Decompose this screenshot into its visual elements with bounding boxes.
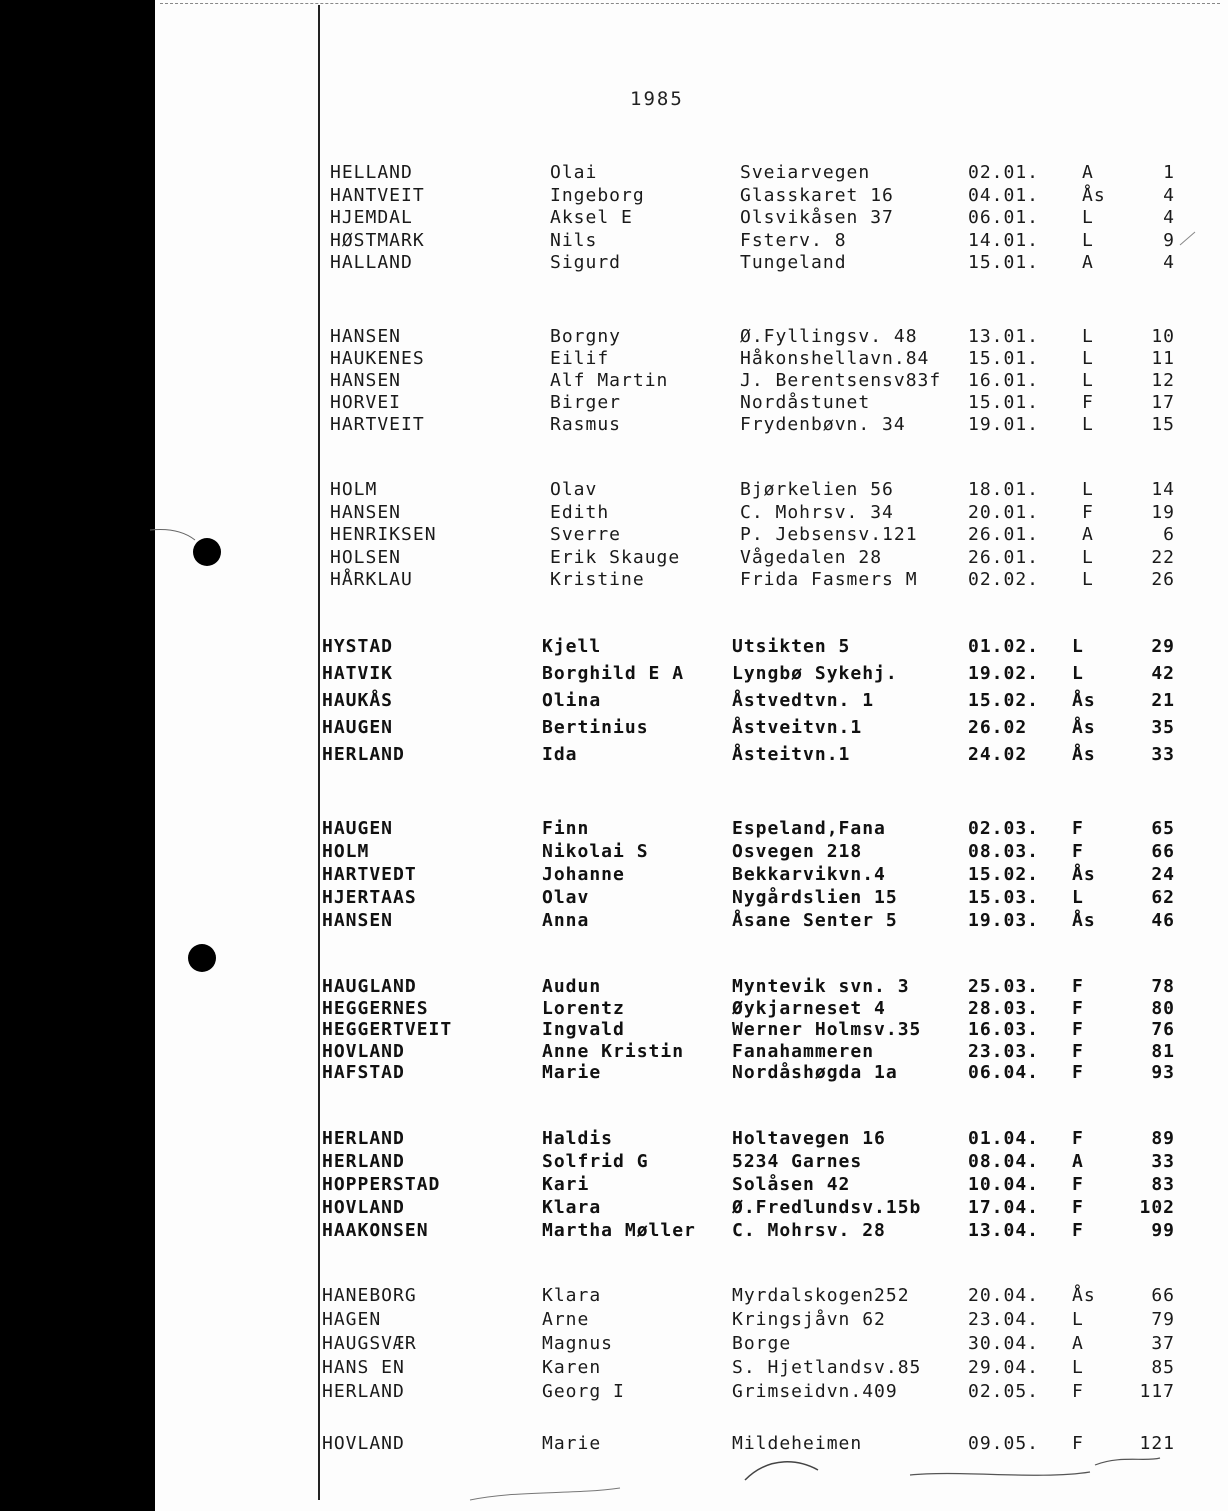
age-cell: 62 <box>1151 887 1175 908</box>
address-cell: Myntevik svn. 3 <box>732 976 910 997</box>
district-code-cell: F <box>1072 1019 1084 1040</box>
address-cell: Fsterv. 8 <box>740 229 847 251</box>
district-code-cell: A <box>1072 1333 1084 1354</box>
surname-cell: HOVLAND <box>322 1197 405 1218</box>
address-cell: Vågedalen 28 <box>740 546 883 568</box>
date-cell: 02.03. <box>968 818 1040 839</box>
first-name-cell: Eilif <box>550 348 610 369</box>
age-cell: 21 <box>1151 690 1175 711</box>
address-cell: Tungeland <box>740 252 847 273</box>
surname-cell: HOVLAND <box>322 1040 405 1062</box>
surname-cell: HOLM <box>330 479 378 500</box>
district-code-cell: F <box>1072 1220 1084 1241</box>
surname-cell: HALLAND <box>330 252 413 273</box>
date-cell: 15.01. <box>968 348 1040 369</box>
district-code-cell: L <box>1072 636 1084 657</box>
first-name-cell: Bertinius <box>542 717 649 738</box>
first-name-cell: Ingeborg <box>550 184 645 206</box>
district-code-cell: A <box>1072 1151 1084 1172</box>
age-cell: 10 <box>1151 326 1175 347</box>
date-cell: 20.04. <box>968 1285 1040 1306</box>
age-cell: 76 <box>1151 1019 1175 1040</box>
address-cell: Lyngbø Sykehj. <box>732 663 898 684</box>
surname-cell: HOVLAND <box>322 1433 405 1454</box>
date-cell: 01.02. <box>968 636 1040 657</box>
age-cell: 66 <box>1151 841 1175 862</box>
address-cell: Fanahammeren <box>732 1040 875 1062</box>
date-cell: 19.01. <box>968 414 1040 435</box>
age-cell: 46 <box>1151 910 1175 931</box>
address-cell: Håkonshellavn.84 <box>740 348 930 369</box>
first-name-cell: Martha Møller <box>542 1220 696 1241</box>
age-cell: 29 <box>1151 636 1175 657</box>
district-code-cell: F <box>1072 818 1084 839</box>
first-name-cell: Rasmus <box>550 414 622 435</box>
first-name-cell: Nils <box>550 229 598 251</box>
surname-cell: HJERTAAS <box>322 887 417 908</box>
first-name-cell: Georg I <box>542 1381 625 1402</box>
date-cell: 15.01. <box>968 392 1040 413</box>
date-cell: 26.01. <box>968 546 1040 568</box>
district-code-cell: A <box>1082 252 1094 273</box>
first-name-cell: Borgny <box>550 326 622 347</box>
surname-cell: HANTVEIT <box>330 184 425 206</box>
age-cell: 19 <box>1151 501 1175 523</box>
date-cell: 14.01. <box>968 229 1040 251</box>
first-name-cell: Anne Kristin <box>542 1040 685 1062</box>
address-cell: Espeland,Fana <box>732 818 886 839</box>
first-name-cell: Solfrid G <box>542 1151 649 1172</box>
first-name-cell: Olina <box>542 690 602 711</box>
surname-cell: HANSEN <box>330 501 402 523</box>
district-code-cell: Ås <box>1072 910 1096 931</box>
first-name-cell: Kari <box>542 1174 590 1195</box>
district-code-cell: A <box>1082 524 1094 545</box>
date-cell: 06.01. <box>968 207 1040 228</box>
date-cell: 30.04. <box>968 1333 1040 1354</box>
address-cell: Nordåshøgda 1a <box>732 1062 898 1083</box>
first-name-cell: Marie <box>542 1062 602 1083</box>
address-cell: Frida Fasmers M <box>740 569 918 590</box>
district-code-cell: Ås <box>1082 184 1106 206</box>
date-cell: 19.02. <box>968 663 1040 684</box>
date-cell: 16.03. <box>968 1019 1040 1040</box>
district-code-cell: L <box>1082 546 1094 568</box>
surname-cell: HERLAND <box>322 1151 405 1172</box>
age-cell: 37 <box>1151 1333 1175 1354</box>
address-cell: Nordåstunet <box>740 392 871 413</box>
district-code-cell: L <box>1082 370 1094 391</box>
age-cell: 4 <box>1163 184 1175 206</box>
first-name-cell: Haldis <box>542 1128 614 1149</box>
date-cell: 09.05. <box>968 1433 1040 1454</box>
first-name-cell: Klara <box>542 1285 602 1306</box>
date-cell: 15.02. <box>968 864 1040 885</box>
age-cell: 121 <box>1139 1433 1175 1454</box>
age-cell: 83 <box>1151 1174 1175 1195</box>
first-name-cell: Marie <box>542 1433 602 1454</box>
age-cell: 4 <box>1163 207 1175 228</box>
district-code-cell: L <box>1082 229 1094 251</box>
first-name-cell: Klara <box>542 1197 602 1218</box>
district-code-cell: F <box>1072 976 1084 997</box>
address-cell: Olsvikåsen 37 <box>740 207 894 228</box>
address-cell: P. Jebsensv.121 <box>740 524 918 545</box>
district-code-cell: L <box>1082 326 1094 347</box>
surname-cell: HOLM <box>322 841 370 862</box>
district-code-cell: F <box>1072 1433 1084 1454</box>
surname-cell: HAFSTAD <box>322 1062 405 1083</box>
address-cell: Åsteitvn.1 <box>732 744 851 765</box>
age-cell: 89 <box>1151 1128 1175 1149</box>
age-cell: 12 <box>1151 370 1175 391</box>
address-cell: Glasskaret 16 <box>740 184 894 206</box>
first-name-cell: Kristine <box>550 569 645 590</box>
district-code-cell: A <box>1082 162 1094 183</box>
date-cell: 10.04. <box>968 1174 1040 1195</box>
address-cell: Utsikten 5 <box>732 636 851 657</box>
first-name-cell: Karen <box>542 1357 602 1378</box>
date-cell: 02.05. <box>968 1381 1040 1402</box>
surname-cell: HAUKÅS <box>322 690 394 711</box>
date-cell: 18.01. <box>968 479 1040 500</box>
first-name-cell: Sigurd <box>550 252 622 273</box>
district-code-cell: F <box>1072 1128 1084 1149</box>
address-cell: Grimseidvn.409 <box>732 1381 898 1402</box>
surname-cell: HANSEN <box>330 326 402 347</box>
date-cell: 29.04. <box>968 1357 1040 1378</box>
age-cell: 99 <box>1151 1220 1175 1241</box>
first-name-cell: Magnus <box>542 1333 614 1354</box>
surname-cell: HAUKENES <box>330 348 425 369</box>
date-cell: 23.03. <box>968 1040 1040 1062</box>
surname-cell: HAUGEN <box>322 717 394 738</box>
surname-cell: HOLSEN <box>330 546 402 568</box>
date-cell: 20.01. <box>968 501 1040 523</box>
address-cell: Ø.Fredlundsv.15b <box>732 1197 922 1218</box>
district-code-cell: L <box>1082 569 1094 590</box>
district-code-cell: L <box>1072 663 1084 684</box>
address-cell: C. Mohrsv. 34 <box>740 501 894 523</box>
age-cell: 9 <box>1163 229 1175 251</box>
first-name-cell: Finn <box>542 818 590 839</box>
address-cell: Åstveitvn.1 <box>732 717 863 738</box>
age-cell: 4 <box>1163 252 1175 273</box>
surname-cell: HYSTAD <box>322 636 394 657</box>
first-name-cell: Erik Skauge <box>550 546 681 568</box>
age-cell: 81 <box>1151 1040 1175 1062</box>
address-cell: J. Berentsensv83f <box>740 370 942 391</box>
district-code-cell: Ås <box>1072 1285 1096 1306</box>
surname-cell: HORVEI <box>330 392 402 413</box>
surname-cell: HEGGERTVEIT <box>322 1019 453 1040</box>
district-code-cell: Ås <box>1072 744 1096 765</box>
first-name-cell: Audun <box>542 976 602 997</box>
district-code-cell: L <box>1082 414 1094 435</box>
first-name-cell: Johanne <box>542 864 625 885</box>
district-code-cell: F <box>1082 392 1094 413</box>
age-cell: 65 <box>1151 818 1175 839</box>
first-name-cell: Ida <box>542 744 578 765</box>
date-cell: 28.03. <box>968 997 1040 1019</box>
first-name-cell: Arne <box>542 1309 590 1330</box>
surname-cell: HANS EN <box>322 1357 405 1378</box>
address-cell: Osvegen 218 <box>732 841 863 862</box>
district-code-cell: F <box>1072 1197 1084 1218</box>
district-code-cell: F <box>1072 1040 1084 1062</box>
district-code-cell: F <box>1082 501 1094 523</box>
address-cell: Nygårdslien 15 <box>732 887 898 908</box>
surname-cell: HARTVEDT <box>322 864 417 885</box>
date-cell: 06.04. <box>968 1062 1040 1083</box>
date-cell: 15.02. <box>968 690 1040 711</box>
surname-cell: HOPPERSTAD <box>322 1174 441 1195</box>
surname-cell: HERLAND <box>322 744 405 765</box>
date-cell: 26.02 <box>968 717 1028 738</box>
address-cell: 5234 Garnes <box>732 1151 863 1172</box>
address-cell: Bjørkelien 56 <box>740 479 894 500</box>
age-cell: 11 <box>1151 348 1175 369</box>
first-name-cell: Aksel E <box>550 207 633 228</box>
age-cell: 66 <box>1151 1285 1175 1306</box>
surname-cell: HERLAND <box>322 1381 405 1402</box>
first-name-cell: Sverre <box>550 524 622 545</box>
district-code-cell: L <box>1082 207 1094 228</box>
first-name-cell: Ingvald <box>542 1019 625 1040</box>
district-code-cell: F <box>1072 997 1084 1019</box>
year-heading: 1985 <box>630 88 684 110</box>
address-cell: Bekkarvikvn.4 <box>732 864 886 885</box>
address-cell: Werner Holmsv.35 <box>732 1019 922 1040</box>
first-name-cell: Birger <box>550 392 622 413</box>
address-cell: Myrdalskogen252 <box>732 1285 910 1306</box>
district-code-cell: Ås <box>1072 690 1096 711</box>
first-name-cell: Nikolai S <box>542 841 649 862</box>
address-cell: Kringsjåvn 62 <box>732 1309 886 1330</box>
age-cell: 80 <box>1151 997 1175 1019</box>
date-cell: 01.04. <box>968 1128 1040 1149</box>
age-cell: 117 <box>1139 1381 1175 1402</box>
district-code-cell: F <box>1072 1174 1084 1195</box>
age-cell: 1 <box>1163 162 1175 183</box>
date-cell: 16.01. <box>968 370 1040 391</box>
age-cell: 22 <box>1151 546 1175 568</box>
date-cell: 15.03. <box>968 887 1040 908</box>
date-cell: 23.04. <box>968 1309 1040 1330</box>
first-name-cell: Lorentz <box>542 997 625 1019</box>
address-cell: Øykjarneset 4 <box>732 997 886 1019</box>
address-cell: Solåsen 42 <box>732 1174 851 1195</box>
age-cell: 14 <box>1151 479 1175 500</box>
district-code-cell: L <box>1082 348 1094 369</box>
date-cell: 15.01. <box>968 252 1040 273</box>
address-cell: Sveiarvegen <box>740 162 871 183</box>
first-name-cell: Borghild E A <box>542 663 685 684</box>
age-cell: 35 <box>1151 717 1175 738</box>
surname-cell: HEGGERNES <box>322 997 429 1019</box>
first-name-cell: Alf Martin <box>550 370 669 391</box>
date-cell: 02.01. <box>968 162 1040 183</box>
date-cell: 08.04. <box>968 1151 1040 1172</box>
surname-cell: HANSEN <box>330 370 402 391</box>
first-name-cell: Anna <box>542 910 590 931</box>
surname-cell: HATVIK <box>322 663 394 684</box>
surname-cell: HAUGSVÆR <box>322 1333 417 1354</box>
age-cell: 6 <box>1163 524 1175 545</box>
district-code-cell: F <box>1072 1381 1084 1402</box>
district-code-cell: Ås <box>1072 864 1096 885</box>
surname-cell: HJEMDAL <box>330 207 413 228</box>
surname-cell: HÅRKLAU <box>330 569 413 590</box>
surname-cell: HANSEN <box>322 910 394 931</box>
first-name-cell: Kjell <box>542 636 602 657</box>
address-cell: Åstvedtvn. 1 <box>732 690 875 711</box>
surname-cell: HAUGEN <box>322 818 394 839</box>
first-name-cell: Edith <box>550 501 610 523</box>
age-cell: 26 <box>1151 569 1175 590</box>
district-code-cell: L <box>1072 1357 1084 1378</box>
date-cell: 25.03. <box>968 976 1040 997</box>
date-cell: 04.01. <box>968 184 1040 206</box>
date-cell: 19.03. <box>968 910 1040 931</box>
first-name-cell: Olav <box>550 479 598 500</box>
district-code-cell: F <box>1072 841 1084 862</box>
age-cell: 15 <box>1151 414 1175 435</box>
surname-cell: HØSTMARK <box>330 229 425 251</box>
date-cell: 02.02. <box>968 569 1040 590</box>
surname-cell: HAUGLAND <box>322 976 417 997</box>
address-cell: Frydenbøvn. 34 <box>740 414 906 435</box>
age-cell: 33 <box>1151 744 1175 765</box>
first-name-cell: Olav <box>542 887 590 908</box>
date-cell: 24.02 <box>968 744 1028 765</box>
age-cell: 79 <box>1151 1309 1175 1330</box>
surname-cell: HERLAND <box>322 1128 405 1149</box>
date-cell: 13.04. <box>968 1220 1040 1241</box>
date-cell: 08.03. <box>968 841 1040 862</box>
surname-cell: HENRIKSEN <box>330 524 437 545</box>
surname-cell: HELLAND <box>330 162 413 183</box>
district-code-cell: F <box>1072 1062 1084 1083</box>
surname-cell: HAGEN <box>322 1309 382 1330</box>
surname-cell: HANEBORG <box>322 1285 417 1306</box>
date-cell: 17.04. <box>968 1197 1040 1218</box>
age-cell: 24 <box>1151 864 1175 885</box>
date-cell: 26.01. <box>968 524 1040 545</box>
address-cell: Ø.Fyllingsv. 48 <box>740 326 918 347</box>
age-cell: 102 <box>1139 1197 1175 1218</box>
district-code-cell: L <box>1082 479 1094 500</box>
district-code-cell: L <box>1072 887 1084 908</box>
address-cell: Mildeheimen <box>732 1433 863 1454</box>
age-cell: 33 <box>1151 1151 1175 1172</box>
first-name-cell: Olai <box>550 162 598 183</box>
address-cell: Åsane Senter 5 <box>732 910 898 931</box>
age-cell: 85 <box>1151 1357 1175 1378</box>
district-code-cell: Ås <box>1072 717 1096 738</box>
date-cell: 13.01. <box>968 326 1040 347</box>
surname-cell: HAAKONSEN <box>322 1220 429 1241</box>
age-cell: 78 <box>1151 976 1175 997</box>
surname-cell: HARTVEIT <box>330 414 425 435</box>
address-cell: Borge <box>732 1333 792 1354</box>
district-code-cell: L <box>1072 1309 1084 1330</box>
age-cell: 42 <box>1151 663 1175 684</box>
address-cell: C. Mohrsv. 28 <box>732 1220 886 1241</box>
address-cell: Holtavegen 16 <box>732 1128 886 1149</box>
age-cell: 93 <box>1151 1062 1175 1083</box>
age-cell: 17 <box>1151 392 1175 413</box>
address-cell: S. Hjetlandsv.85 <box>732 1357 922 1378</box>
